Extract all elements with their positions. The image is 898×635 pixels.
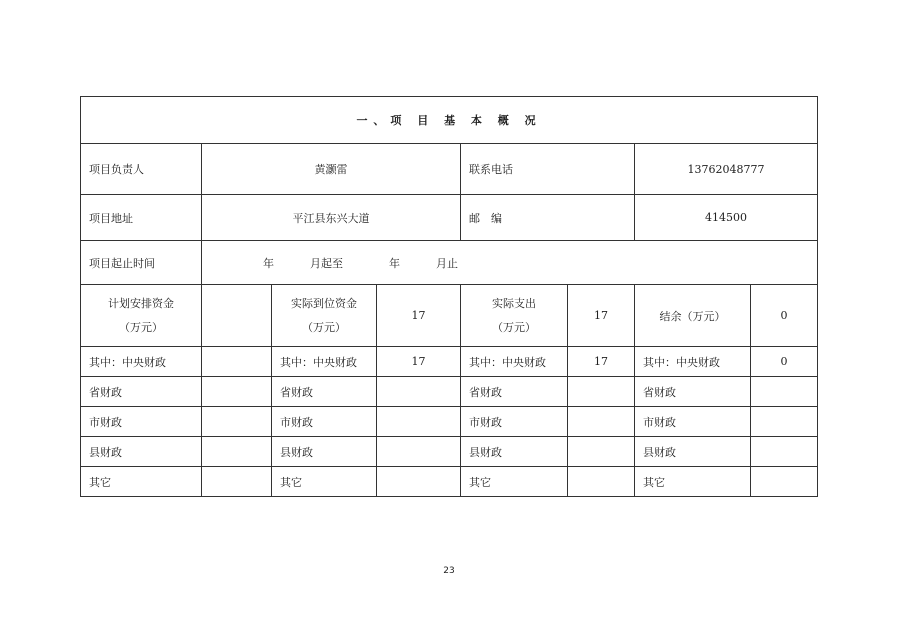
project-address-label: 项目地址 [81, 195, 202, 241]
funds-row-received-value [377, 377, 461, 407]
project-period-label: 项目起止时间 [81, 241, 202, 285]
planned-funds-label [81, 285, 202, 347]
actual-spending-label-line1: 实际支出 [492, 296, 536, 310]
funds-row-spent-value [568, 377, 635, 407]
funds-row-balance-label: 县财政 [635, 437, 751, 467]
section-title: 一、项 目 基 本 概 况 [81, 97, 818, 144]
end-year: 年 [389, 256, 400, 270]
planned-funds-label-line2: （万元） [119, 320, 163, 334]
funds-row-spent-label: 其中：中央财政 [461, 347, 568, 377]
funds-row-balance-value [751, 437, 818, 467]
postal-code-value: 414500 [635, 195, 818, 241]
funds-header-row [81, 285, 818, 347]
funds-row-planned-label: 其中：中央财政 [81, 347, 202, 377]
funds-row-balance-label: 市财政 [635, 407, 751, 437]
phone-label: 联系电话 [461, 144, 635, 195]
end-month: 月止 [436, 256, 458, 270]
funds-row-balance-value [751, 467, 818, 497]
funds-row-received-value [377, 467, 461, 497]
funds-row-spent-value [568, 407, 635, 437]
received-funds-value: 17 [377, 285, 461, 347]
funds-row [81, 377, 818, 407]
funds-row-balance-value [751, 377, 818, 407]
funds-row-planned-value [202, 407, 272, 437]
funds-row-spent-label: 市财政 [461, 407, 568, 437]
received-funds-label [272, 285, 377, 347]
funds-row-balance-value [751, 407, 818, 437]
funds-row-planned-label: 其它 [81, 467, 202, 497]
funds-row-received-label: 其它 [272, 467, 377, 497]
funds-row-balance-label: 省财政 [635, 377, 751, 407]
actual-spending-label [461, 285, 568, 347]
funds-row-balance-label: 其它 [635, 467, 751, 497]
funds-row-balance-label: 其中：中央财政 [635, 347, 751, 377]
funds-row-spent-value [568, 467, 635, 497]
phone-value: 13762048777 [635, 144, 818, 195]
funds-row-received-label: 其中：中央财政 [272, 347, 377, 377]
funds-row-spent-label: 省财政 [461, 377, 568, 407]
project-leader-label: 项目负责人 [81, 144, 202, 195]
title-row [81, 97, 818, 144]
received-funds-label-line1: 实际到位资金 [291, 296, 357, 310]
project-overview-table [80, 96, 818, 497]
funds-row [81, 407, 818, 437]
balance-label: 结余（万元） [635, 285, 751, 347]
funds-row [81, 347, 818, 377]
funds-row [81, 437, 818, 467]
actual-spending-value: 17 [568, 285, 635, 347]
funds-row-planned-label: 省财政 [81, 377, 202, 407]
funds-row-planned-value [202, 467, 272, 497]
balance-value: 0 [751, 285, 818, 347]
start-year: 年 [263, 256, 274, 270]
project-leader-value: 黄灏雷 [202, 144, 461, 195]
received-funds-label-line2: （万元） [302, 320, 346, 334]
funds-row-received-value [377, 407, 461, 437]
address-row [81, 195, 818, 241]
start-month: 月起至 [310, 256, 343, 270]
funds-row-planned-value [202, 347, 272, 377]
funds-row-planned-value [202, 437, 272, 467]
funds-row-spent-value [568, 437, 635, 467]
actual-spending-label-line2: （万元） [492, 320, 536, 334]
funds-row-received-label: 省财政 [272, 377, 377, 407]
funds-row-received-value [377, 437, 461, 467]
funds-row [81, 467, 818, 497]
contact-row [81, 144, 818, 195]
funds-row-planned-label: 县财政 [81, 437, 202, 467]
project-period-value [202, 241, 818, 285]
postal-code-label: 邮 编 [461, 195, 635, 241]
funds-row-received-label: 市财政 [272, 407, 377, 437]
planned-funds-label-line1: 计划安排资金 [108, 296, 174, 310]
funds-row-spent-label: 其它 [461, 467, 568, 497]
funds-row-spent-value: 17 [568, 347, 635, 377]
funds-row-received-label: 县财政 [272, 437, 377, 467]
page-number: 23 [443, 566, 455, 576]
funds-row-received-value: 17 [377, 347, 461, 377]
funds-row-balance-value: 0 [751, 347, 818, 377]
planned-funds-value [202, 285, 272, 347]
period-row [81, 241, 818, 285]
funds-row-spent-label: 县财政 [461, 437, 568, 467]
funds-row-planned-value [202, 377, 272, 407]
funds-row-planned-label: 市财政 [81, 407, 202, 437]
project-address-value: 平江县东兴大道 [202, 195, 461, 241]
